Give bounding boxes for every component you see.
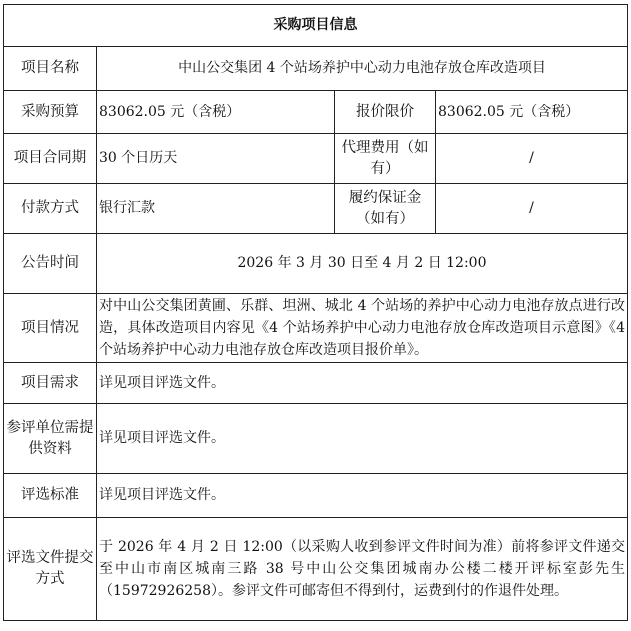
required-materials-label: 参评单位需提供资料: [4, 404, 97, 474]
contract-period-value: 30 个日历天: [97, 134, 335, 184]
table-row: [4, 294, 628, 363]
project-requirements-value: 详见项目评选文件。: [97, 363, 628, 404]
agency-fee-label: 代理费用（如有）: [335, 134, 436, 184]
performance-bond-label: 履约保证金（如有）: [335, 184, 436, 234]
table-row: [4, 474, 628, 518]
procurement-info-table: [3, 4, 628, 621]
announcement-time-value: 2026 年 3 月 30 日至 4 月 2 日 12:00: [97, 234, 628, 294]
table-row: [4, 91, 628, 134]
project-requirements-label: 项目需求: [4, 363, 97, 404]
table-row: [4, 404, 628, 474]
table-title: 采购项目信息: [4, 5, 628, 47]
budget-value: 83062.05 元（含税）: [97, 91, 335, 134]
price-limit-label: 报价限价: [335, 91, 436, 134]
submission-method-label: 评选文件提交方式: [4, 518, 97, 621]
announcement-time-label: 公告时间: [4, 234, 97, 294]
table-row: [4, 363, 628, 404]
required-materials-value: 详见项目评选文件。: [97, 404, 628, 474]
table-row: [4, 234, 628, 294]
table-row: [4, 134, 628, 184]
contract-period-label: 项目合同期: [4, 134, 97, 184]
project-situation-value: 对中山公交集团黄圃、乐群、坦洲、城北 4 个站场的养护中心动力电池存放点进行改造，具体改造项目内容见《4 个站场养护中心动力电池存放仓库改造项目示意图》《4 个站场养护中心动力电池存放仓库改造项目报价单》。: [97, 294, 628, 363]
table-row: [4, 47, 628, 91]
table-row: [4, 184, 628, 234]
project-name-value: 中山公交集团 4 个站场养护中心动力电池存放仓库改造项目: [97, 47, 628, 91]
selection-criteria-label: 评选标准: [4, 474, 97, 518]
agency-fee-value: /: [436, 134, 628, 184]
submission-method-value: 于 2026 年 4 月 2 日 12:00（以采购人收到参评文件时间为准）前将参评文件递交至中山市南区城南三路 38 号中山公交集团城南办公楼二楼开评标室彭先生（15972926258）。参评文件可邮寄但不得到付，运费到付的作退件处理。: [97, 518, 628, 621]
payment-method-value: 银行汇款: [97, 184, 335, 234]
selection-criteria-value: 详见项目评选文件。: [97, 474, 628, 518]
price-limit-value: 83062.05 元（含税）: [436, 91, 628, 134]
budget-label: 采购预算: [4, 91, 97, 134]
payment-method-label: 付款方式: [4, 184, 97, 234]
project-name-label: 项目名称: [4, 47, 97, 91]
project-situation-label: 项目情况: [4, 294, 97, 363]
table-row: [4, 518, 628, 621]
performance-bond-value: /: [436, 184, 628, 234]
